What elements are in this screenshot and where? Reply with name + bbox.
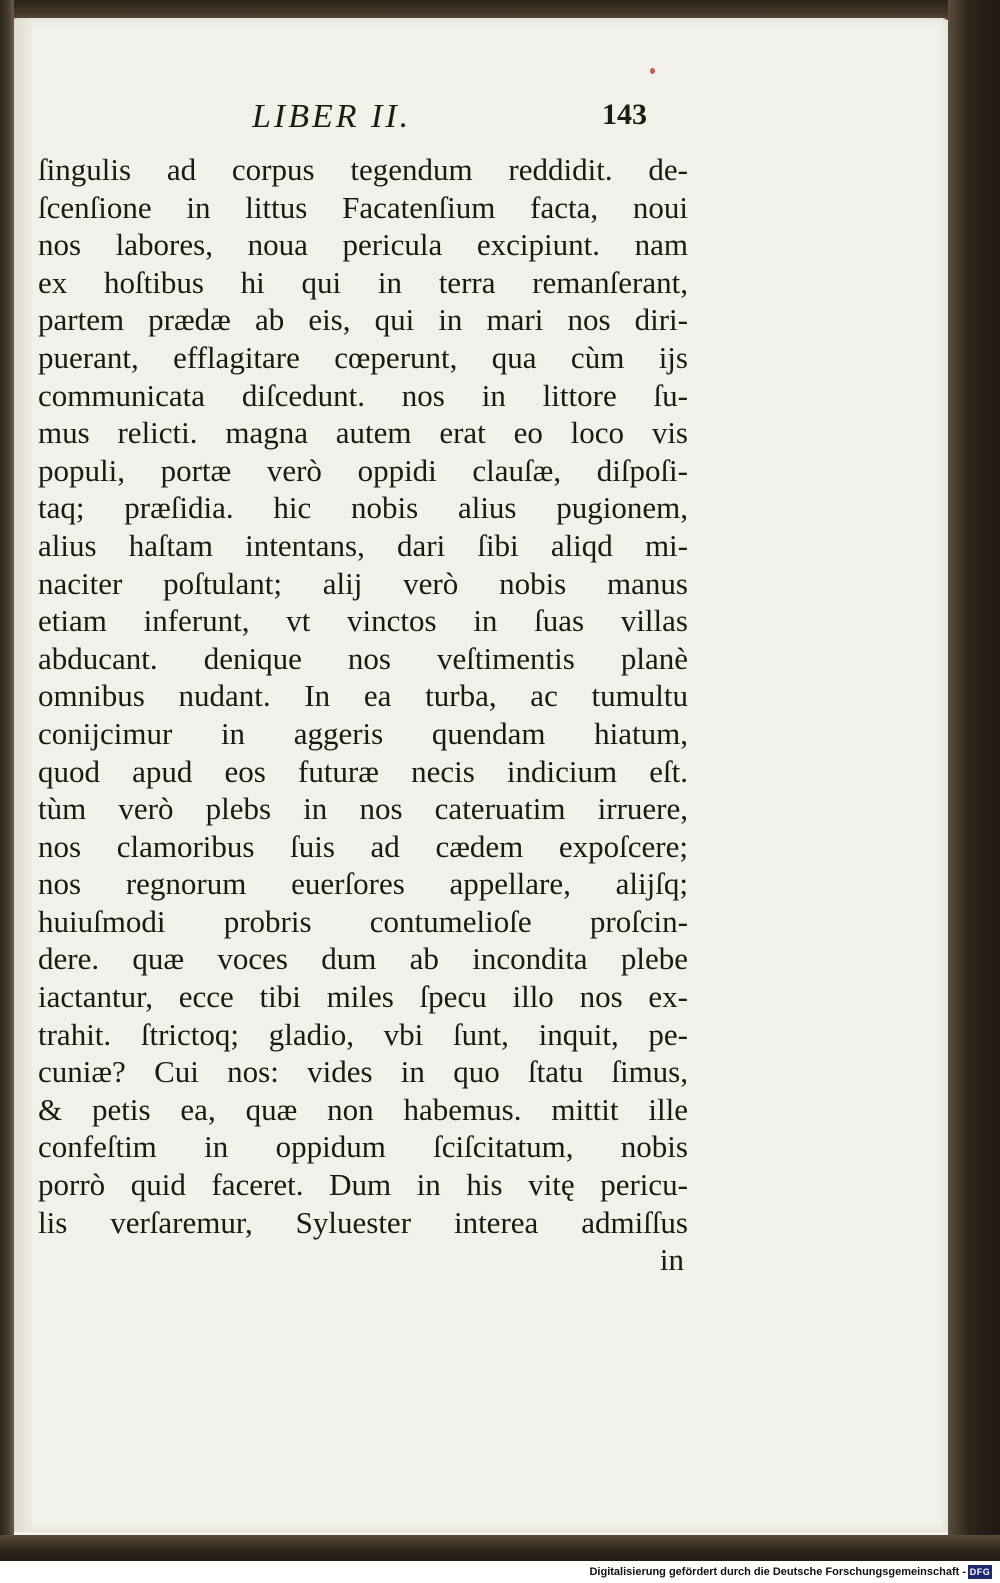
scan-border-left bbox=[0, 0, 14, 1583]
text-line: mus relicti. magna autem erat eo loco vis bbox=[38, 415, 688, 451]
text-line: & petis ea, quæ non habemus. mittit ille bbox=[38, 1091, 688, 1127]
text-line: nos clamoribus ſuis ad cædem expoſcere; bbox=[38, 828, 688, 864]
text-line: conijcimur in aggeris quendam hiatum, bbox=[38, 715, 688, 751]
text-line: alius haſtam intentans, dari ſibi aliqd mi- bbox=[38, 527, 688, 563]
scan-border-right bbox=[948, 0, 1000, 1560]
text-line: abducant. denique nos veſtimentis planè bbox=[38, 640, 688, 676]
text-line: ex hoſtibus hi qui in terra remanſerant, bbox=[38, 264, 688, 300]
text-line: quod apud eos futuræ necis indicium eſt. bbox=[38, 753, 688, 789]
text-line: naciter poſtulant; alij verò nobis manus bbox=[38, 565, 688, 601]
text-line: nos labores, noua pericula excipiunt. nam bbox=[38, 227, 688, 263]
text-line: populi, portæ verò oppidi clauſæ, diſpoſi- bbox=[38, 452, 688, 488]
text-line: iactantur, ecce tibi miles ſpecu illo nos ex- bbox=[38, 979, 688, 1015]
text-line: partem prædæ ab eis, qui in mari nos diri- bbox=[38, 302, 688, 338]
text-line: omnibus nudant. In ea turba, ac tumultu bbox=[38, 678, 688, 714]
ink-spot bbox=[650, 68, 655, 74]
catchword: in bbox=[659, 1242, 684, 1278]
scan-border-top bbox=[0, 0, 1000, 20]
text-line: nos regnorum euerſores appellare, alijſq; bbox=[38, 866, 688, 902]
text-line: lis verſaremur, Syluester interea admiſſus bbox=[38, 1204, 688, 1240]
text-line: tùm verò plebs in nos cateruatim irruere, bbox=[38, 791, 688, 827]
page-gutter-shadow bbox=[14, 18, 32, 1532]
text-line: confeſtim in oppidum ſciſcitatum, nobis bbox=[38, 1129, 688, 1165]
running-title: LIBER II. bbox=[252, 98, 412, 135]
dfg-logo: DFG bbox=[969, 1567, 991, 1577]
running-head bbox=[0, 98, 948, 138]
page-number: 143 bbox=[602, 98, 647, 131]
text-line: trahit. ſtrictoq; gladio, vbi ſunt, inquit, pe- bbox=[38, 1016, 688, 1052]
text-line: dere. quæ voces dum ab incondita plebe bbox=[38, 941, 688, 977]
text-line: ſcenſione in littus Facatenſium facta, noui bbox=[38, 189, 688, 225]
text-line: huiuſmodi probris contumelioſe proſcin- bbox=[38, 903, 688, 939]
text-line: puerant, efflagitare cœperunt, qua cùm ijs bbox=[38, 339, 688, 375]
scan-border-bottom bbox=[0, 1535, 1000, 1561]
text-line: cuniæ? Cui nos: vides in quo ſtatu ſimus, bbox=[38, 1054, 688, 1090]
text-line: communicata diſcedunt. nos in littore ſu- bbox=[38, 377, 688, 413]
text-line: ſingulis ad corpus tegendum reddidit. de- bbox=[38, 152, 688, 187]
text-line: taq; præſidia. hic nobis alius pugionem, bbox=[38, 490, 688, 526]
digitization-credit: Digitalisierung gefördert durch die Deutsche Forschungsgemeinschaft - bbox=[0, 1561, 1000, 1583]
text-line: etiam inferunt, vt vinctos in ſuas villas bbox=[38, 603, 688, 639]
body-text bbox=[38, 151, 688, 1279]
text-line: porrò quid faceret. Dum in his vitę pericu- bbox=[38, 1167, 688, 1203]
